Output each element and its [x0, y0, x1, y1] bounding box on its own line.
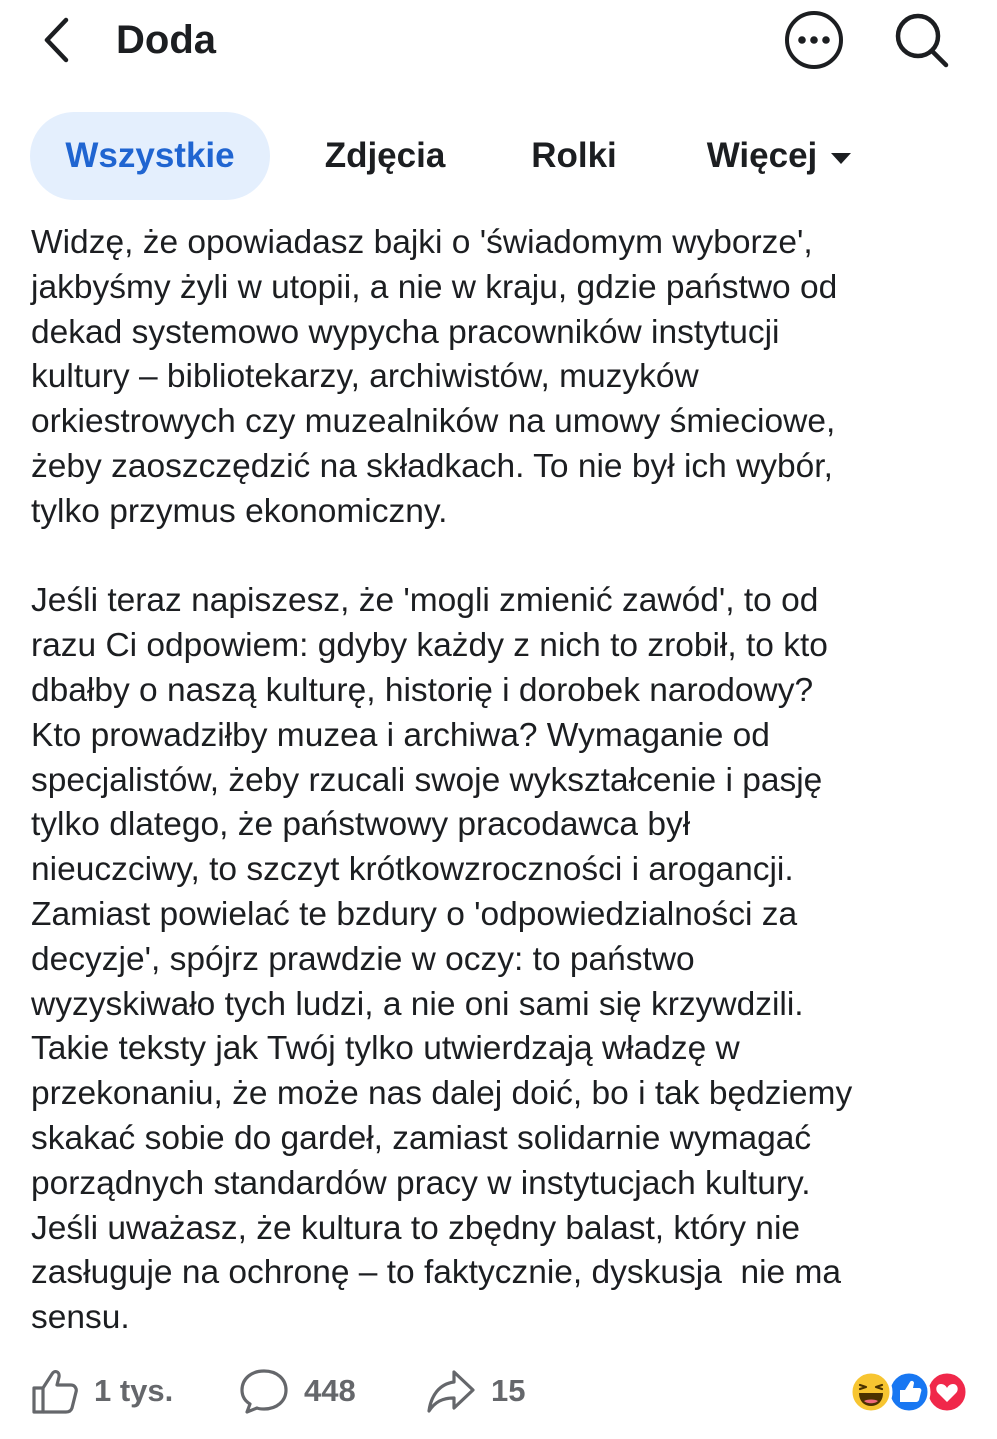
filter-tabs: [0, 112, 997, 202]
like-button[interactable]: [30, 1363, 173, 1419]
search-button[interactable]: [890, 9, 952, 71]
tab-label: Zdjęcia: [324, 136, 446, 175]
thumbs-up-icon: [30, 1366, 80, 1416]
tab-label: Rolki: [531, 136, 617, 175]
tab-all[interactable]: [30, 112, 270, 200]
tab-more[interactable]: [686, 112, 872, 200]
tab-label: Więcej: [706, 136, 818, 175]
like-count: 1 tys.: [94, 1373, 174, 1408]
comment-button[interactable]: [238, 1363, 356, 1419]
love-reaction-icon: [927, 1372, 967, 1412]
like-reaction-icon: [889, 1372, 929, 1412]
top-bar: [0, 0, 997, 80]
tab-photos[interactable]: [300, 112, 470, 200]
more-horizontal-icon: [783, 9, 845, 71]
comment-bubble-icon: [238, 1366, 290, 1416]
share-button[interactable]: [425, 1363, 525, 1419]
post-paragraph: Jeśli teraz napiszesz, że 'mogli zmienić zawód', to od razu Ci odpowiem: gdyby każdy z nich to zrobił, to kto dbałby o naszą kulturę, historię i dorobek narodowy? Kto prowadziłby muzea i archiwa? Wymaganie od specjalistów, żeby rzucali swoje wykształcenie i pasję tylko dlatego, że państwowy pracodawca był nieuczciwy, to szczyt krótkowzroczności i arogancji. Zamiast powielać te bzdury o 'odpowiedzialności za decyzje', spójrz prawdzie w oczy: to państwo wyzyskiwało tych ludzi, a nie oni sami się krzywdzili. Takie teksty jak Twój tylko utwierdzają władzę w przekonaniu, że może nas dalej doić, bo i tak będziemy skakać sobie do gardeł, zamiast solidarnie wymagać porządnych standardów pracy w instytucjach kultury. Jeśli uważasz, że kultura to zbędny balast, który nie zasługuje na ochronę – to faktycznie, dyskusja nie ma sensu.: [31, 582, 853, 1337]
tab-label: Wszystkie: [65, 136, 235, 175]
chevron-left-icon: [36, 14, 80, 66]
comment-count: 448: [304, 1373, 356, 1408]
share-arrow-icon: [425, 1366, 477, 1416]
caret-down-icon: [831, 153, 851, 164]
reaction-summary[interactable]: [847, 1369, 977, 1415]
post-paragraph: Widzę, że opowiadasz bajki o 'świadomym wyborze', jakbyśmy żyli w utopii, a nie w kraju, gdzie państwo od dekad systemowo wypycha pracowników instytucji kultury – bibliotekarzy, archiwistów, muzyków orkiestrowych czy muzealników na umowy śmieciowe, żeby zaoszczędzić na składkach. To nie był ich wybór, tylko przymus ekonomiczny.: [31, 224, 838, 530]
post-actions: [0, 1355, 997, 1425]
more-options-button[interactable]: [783, 9, 845, 71]
haha-reaction-icon: [851, 1372, 891, 1412]
share-count: 15: [491, 1373, 526, 1408]
post-text: [31, 221, 981, 1341]
search-icon: [890, 9, 952, 71]
page-title: Doda: [116, 18, 216, 62]
back-button[interactable]: [36, 14, 80, 66]
tab-reels[interactable]: [510, 112, 638, 200]
